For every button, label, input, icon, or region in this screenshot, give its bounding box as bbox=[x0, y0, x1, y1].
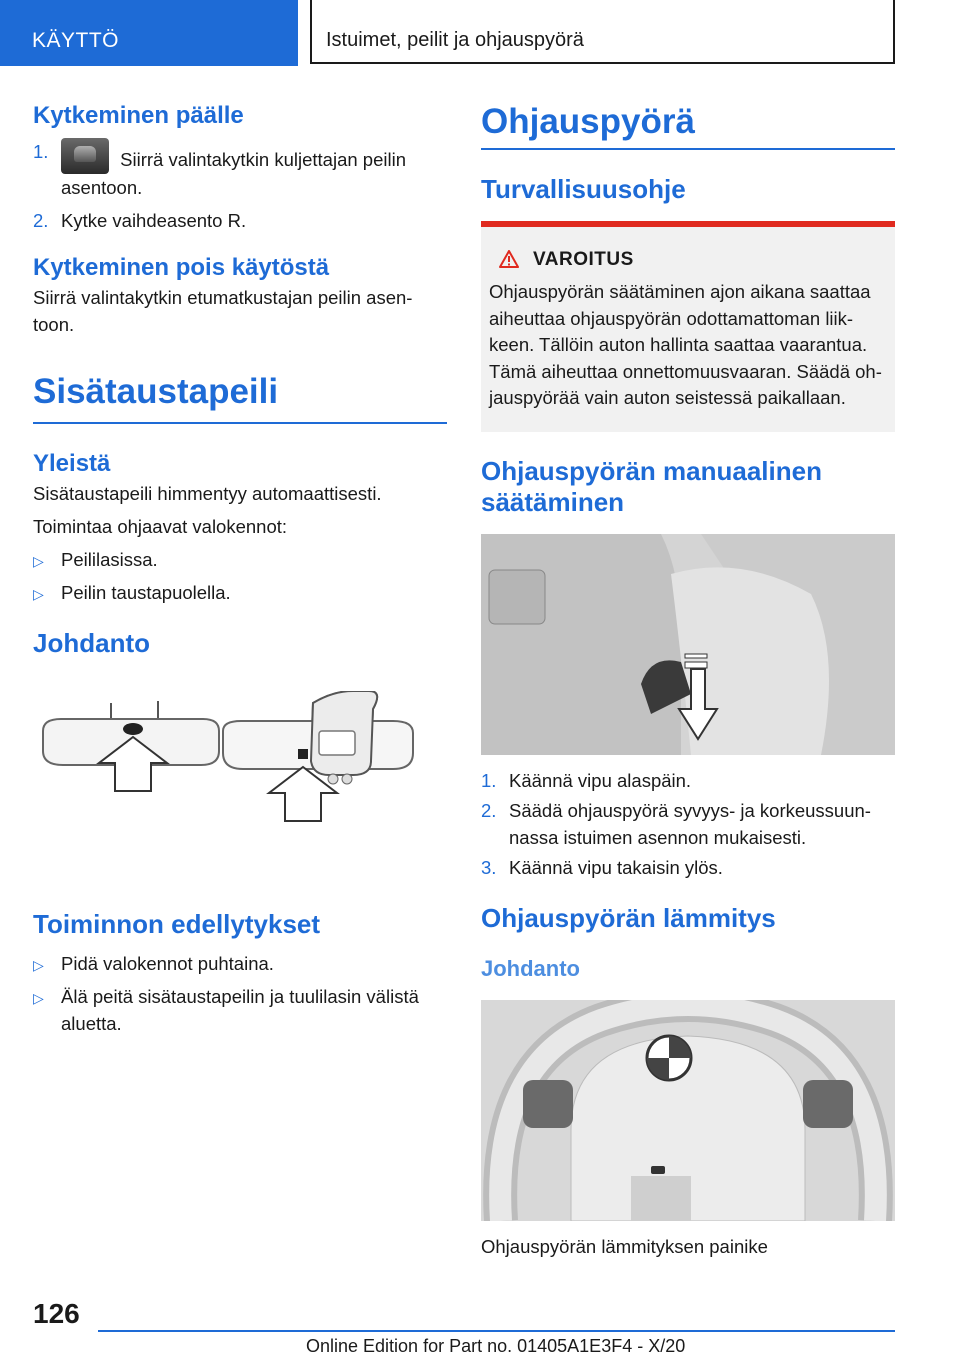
step-text: Säädä ohjauspyörä syvyys- ja korkeussuun-nassa istuimen asennon mukaisesti. bbox=[509, 799, 871, 848]
chapter-title: Istuimet, peilit ja ohjauspyörä bbox=[310, 0, 895, 64]
list-item bbox=[481, 767, 895, 794]
edellytykset-bullets bbox=[33, 950, 447, 1037]
step-text: Käännä vipu alaspäin. bbox=[509, 769, 692, 791]
heading-sisataustapeili: Sisätaustapeili bbox=[33, 372, 279, 411]
page-number: 126 bbox=[33, 1298, 80, 1329]
manuaalinen-steps bbox=[481, 767, 895, 881]
heading-manuaalinen-saataminen: Ohjauspyörän manuaalinen säätäminen bbox=[481, 455, 822, 517]
warning-text: Ohjauspyörän säätäminen ajon aikana saattaa aiheuttaa ohjauspyörän odottamattoman liik-keen. Tällöin auton hallinta saattaa vaarantua. Tämä aiheuttaa onnettomuusvaaran. Säädä oh-jauspyörää vain auton seistessä paikallaan. bbox=[489, 281, 882, 408]
bullet-triangle-icon: ▷ bbox=[33, 990, 44, 1006]
list-item bbox=[481, 797, 895, 851]
footer-rule bbox=[98, 1330, 895, 1332]
heading-yleista: Yleistä bbox=[33, 450, 111, 477]
step-number: 1. bbox=[481, 769, 497, 791]
list-item bbox=[33, 546, 447, 573]
footer-edition: Online Edition for Part no. 01405A1E3F4 - X/20 bbox=[306, 1336, 686, 1356]
heading-rule bbox=[33, 422, 447, 424]
list-item bbox=[33, 138, 447, 201]
bullet-triangle-icon: ▷ bbox=[33, 957, 44, 973]
heading-rule bbox=[481, 148, 895, 150]
list-item bbox=[481, 854, 895, 881]
kytkeminen-steps bbox=[33, 138, 447, 234]
mirror-switch-button-icon bbox=[61, 138, 109, 174]
step-number: 3. bbox=[481, 856, 497, 878]
bullet-text: Pidä valokennot puhtaina. bbox=[61, 953, 274, 974]
left-column bbox=[33, 96, 447, 1037]
steering-lever-figure bbox=[481, 534, 895, 755]
paragraph: Toimintaa ohjaavat valokennot: bbox=[33, 516, 288, 537]
rear-view-mirror-image bbox=[33, 691, 447, 871]
heading-lammitys-johdanto: Johdanto bbox=[481, 955, 580, 981]
heading-kytkeminen-pois: Kytkeminen pois käytöstä bbox=[33, 254, 330, 281]
bullet-text: Älä peitä sisätaustapeilin ja tuulilasin välistä aluetta. bbox=[61, 986, 419, 1034]
warning-triangle-icon bbox=[499, 250, 519, 268]
paragraph: Sisätaustapeili himmentyy automaattisesti. bbox=[33, 483, 382, 504]
heading-johdanto: Johdanto bbox=[33, 628, 150, 658]
list-item bbox=[33, 579, 447, 606]
steering-wheel-heating-image bbox=[481, 1000, 895, 1221]
page-header bbox=[0, 0, 960, 66]
mirror-illustration bbox=[33, 691, 447, 871]
steering-wheel-figure bbox=[481, 1000, 895, 1221]
steering-column-lever-image bbox=[481, 534, 895, 755]
list-item bbox=[33, 207, 447, 234]
step-number: 1. bbox=[33, 141, 49, 162]
list-item bbox=[33, 983, 447, 1037]
step-text: Siirrä valintakytkin kuljettajan peilin asentoon. bbox=[61, 149, 406, 198]
warning-box bbox=[481, 221, 895, 432]
right-column bbox=[481, 96, 895, 1260]
paragraph: Siirrä valintakytkin etumatkustajan peilin asen-toon. bbox=[33, 287, 413, 335]
bullet-triangle-icon: ▷ bbox=[33, 586, 44, 602]
heading-turvallisuusohje: Turvallisuusohje bbox=[481, 174, 686, 204]
section-tab: KÄYTTÖ bbox=[0, 0, 298, 66]
list-item bbox=[33, 950, 447, 977]
valokennot-bullets bbox=[33, 546, 447, 606]
warning-title bbox=[489, 249, 885, 271]
heading-lammitys: Ohjauspyörän lämmitys bbox=[481, 902, 776, 933]
bullet-text: Peilin taustapuolella. bbox=[61, 582, 231, 603]
figure-caption: Ohjauspyörän lämmityksen painike bbox=[481, 1235, 768, 1257]
step-text: Kytke vaihdeasento R. bbox=[61, 210, 247, 231]
heading-toiminnon-edellytykset: Toiminnon edellytykset bbox=[33, 909, 321, 939]
step-number: 2. bbox=[481, 799, 497, 821]
bullet-triangle-icon: ▷ bbox=[33, 553, 44, 569]
bullet-text: Peililasissa. bbox=[61, 549, 158, 570]
step-number: 2. bbox=[33, 210, 49, 231]
step-text: Käännä vipu takaisin ylös. bbox=[509, 856, 723, 878]
warning-title-text: VAROITUS bbox=[533, 249, 634, 270]
heading-ohjauspyora: Ohjauspyörä bbox=[481, 102, 695, 141]
heading-kytkeminen-paalle: Kytkeminen päälle bbox=[33, 102, 244, 129]
